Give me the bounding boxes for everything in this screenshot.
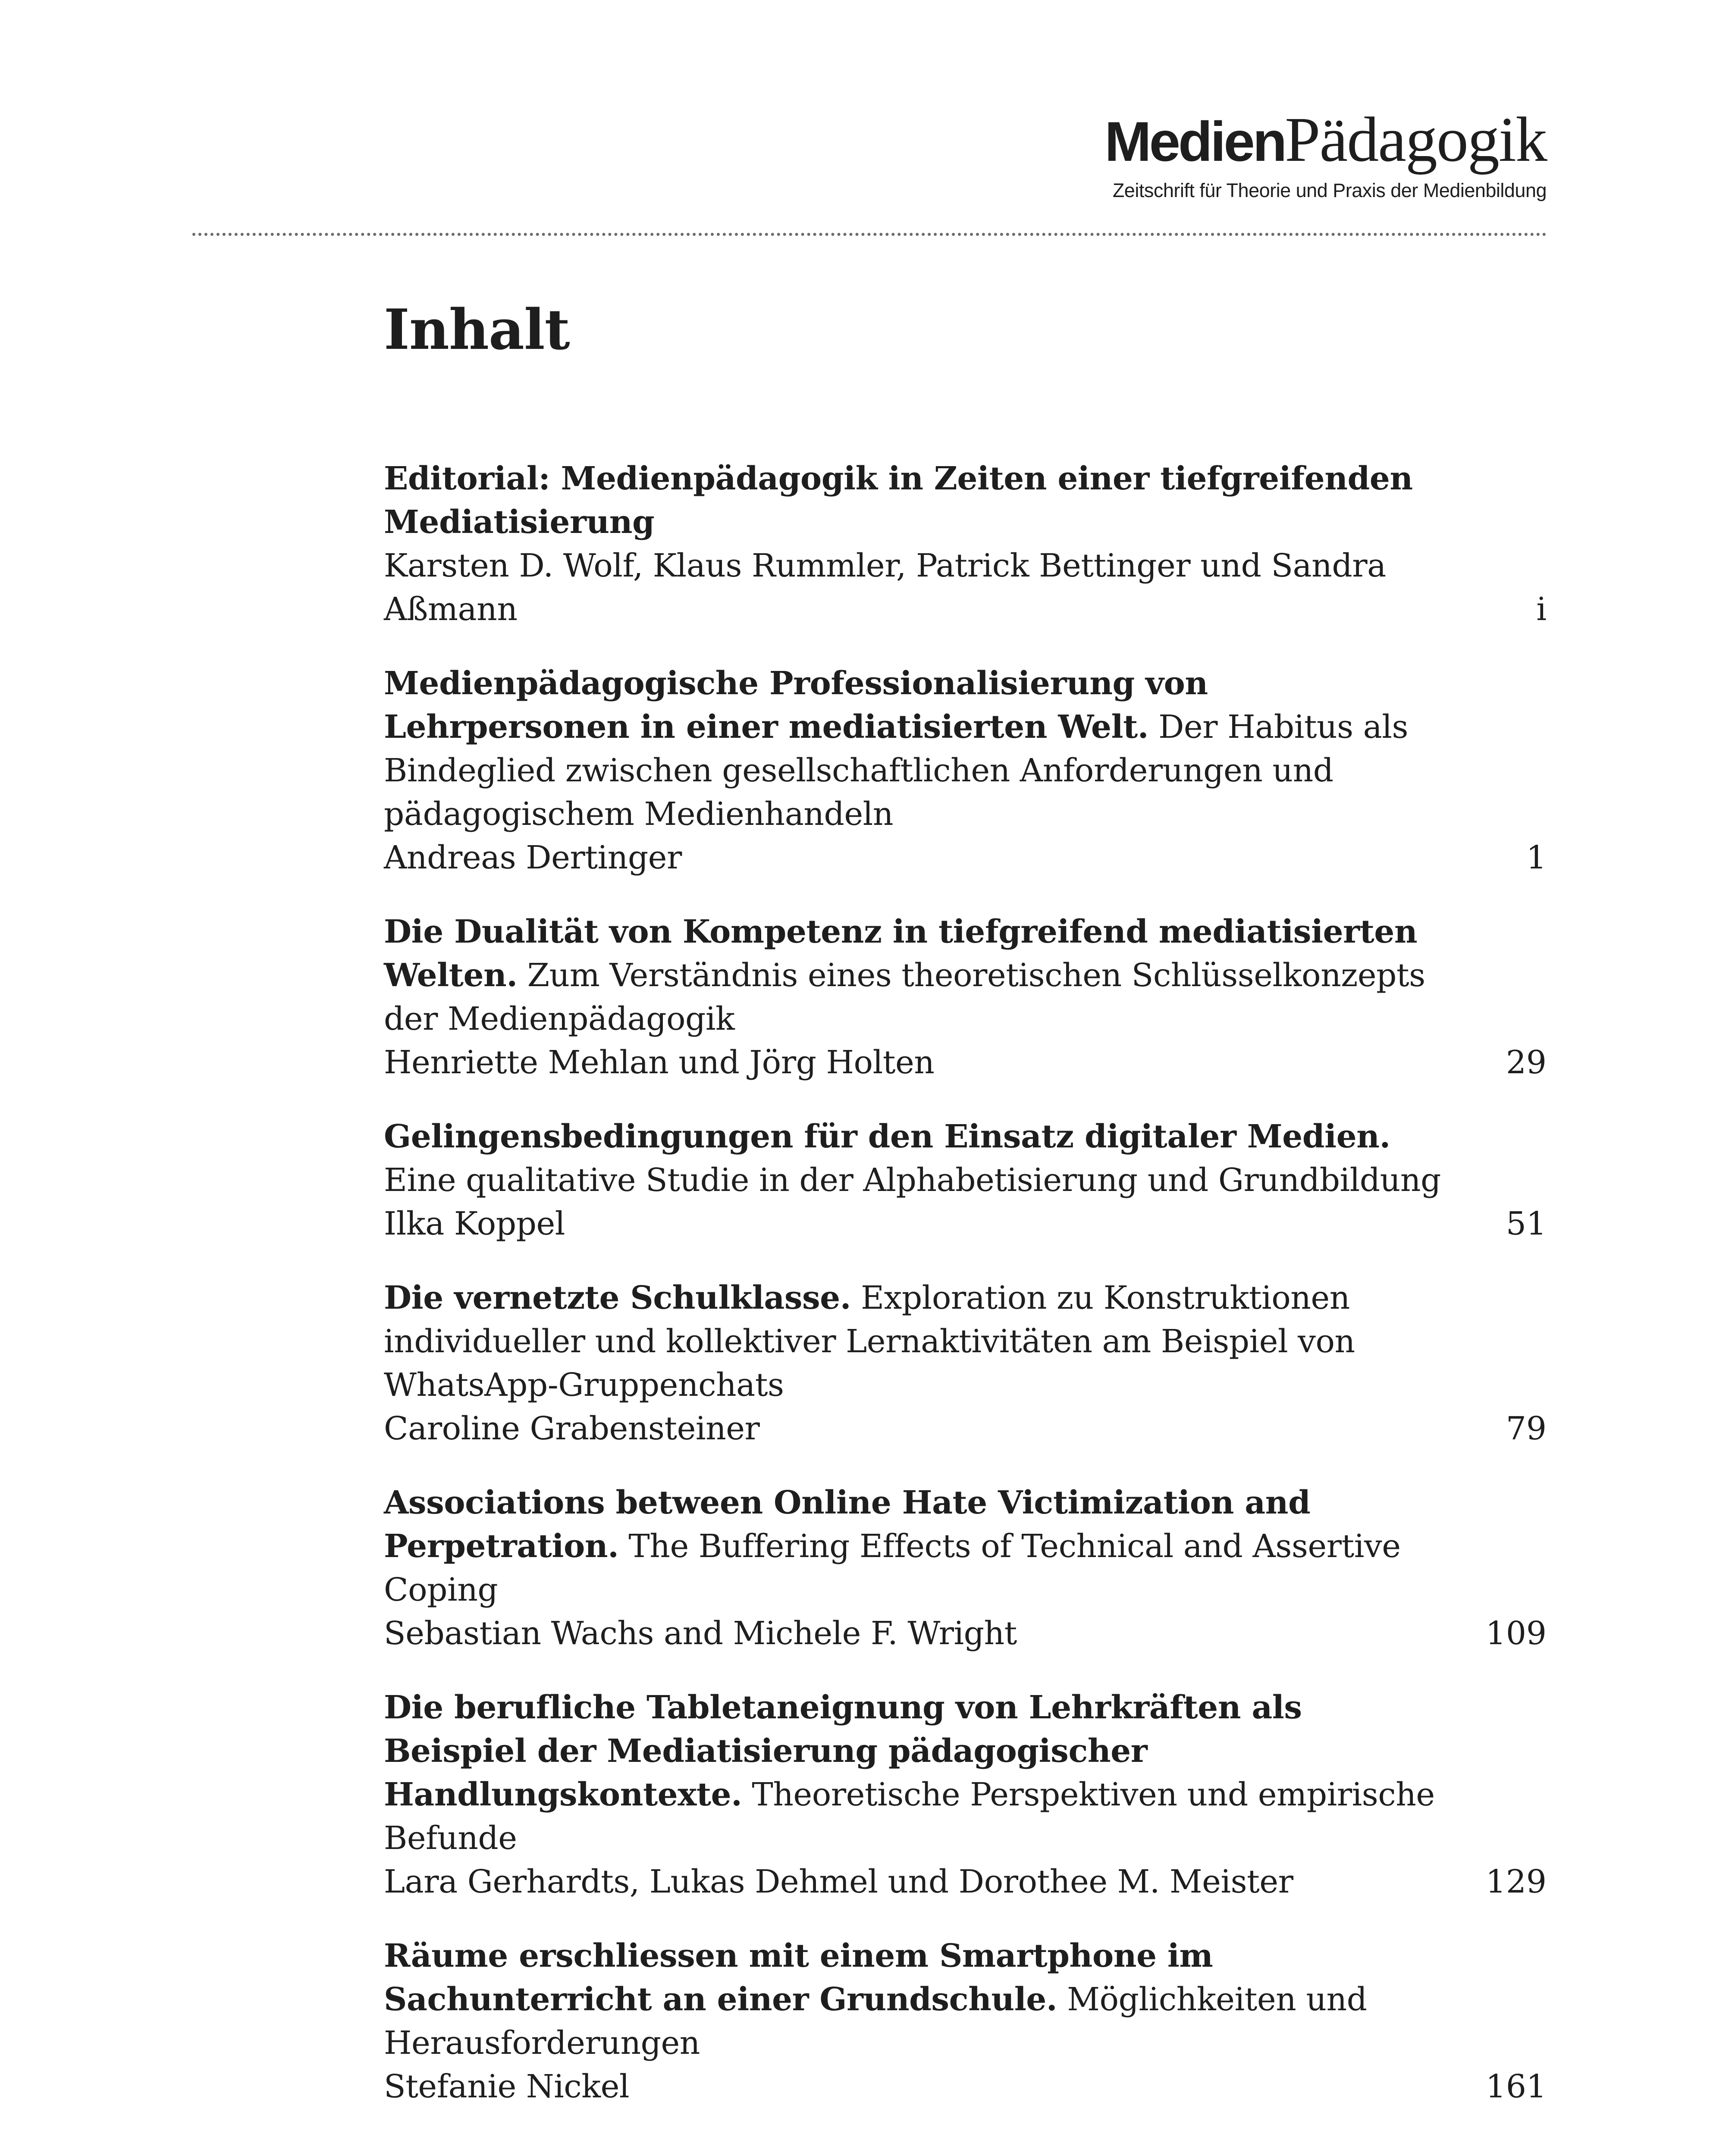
journal-masthead <box>1104 104 1547 202</box>
header-divider <box>192 233 1547 236</box>
toc-entry-subtitle: Zum Verständnis eines theoretischen Schlüsselkonzepts der Medienpädagogik <box>384 957 1425 1037</box>
toc-entry-main-title: Die vernetzte Schulklasse. <box>384 1279 851 1316</box>
toc-entry-main-title: Gelingensbedingungen für den Einsatz digitaler Medien. <box>384 1118 1390 1155</box>
toc-entry-title <box>384 662 1547 836</box>
toc-entry-main-title: Medienpädagogische Professionalisierung von Lehrpersonen in einer mediatisierten Welt. <box>384 665 1208 746</box>
toc-entry-page-number: 79 <box>1506 1410 1547 1447</box>
toc-entry-main-title: Editorial: Medienpädagogik in Zeiten einer tiefgreifenden Mediatisierung <box>384 460 1413 541</box>
toc-entry[interactable] <box>384 662 1547 880</box>
toc-entry-authors: Caroline Grabensteiner <box>384 1410 760 1447</box>
toc-entry-subtitle: The Buffering Effects of Technical and Assertive Coping <box>384 1528 1401 1608</box>
table-of-contents <box>384 457 1547 2139</box>
logo-part-medien: Medien <box>1104 110 1285 173</box>
toc-entry-subtitle: Eine qualitative Studie in der Alphabetisierung und Grundbildung <box>384 1162 1441 1199</box>
toc-entry-page-number: 161 <box>1485 2068 1547 2105</box>
toc-entry-title <box>384 1115 1547 1202</box>
toc-entry[interactable] <box>384 910 1547 1084</box>
toc-entry-page-number: 29 <box>1506 1044 1547 1081</box>
toc-entry-authors: Karsten D. Wolf, Klaus Rummler, Patrick Bettinger und Sandra Aßmann <box>384 547 1386 628</box>
toc-entry-main-title: Die Dualität von Kompetenz in tiefgreifend mediatisierten Welten. <box>384 913 1418 994</box>
toc-entry-title <box>384 457 1547 544</box>
toc-entry[interactable] <box>384 457 1547 631</box>
toc-entry-authors: Andreas Dertinger <box>384 839 682 876</box>
toc-entry-main-title: Die berufliche Tabletaneignung von Lehrkräften als Beispiel der Mediatisierung pädagogischer Handlungskontexte. <box>384 1689 1302 1813</box>
toc-entry-main-title: Associations between Online Hate Victimization and Perpetration. <box>384 1484 1311 1565</box>
toc-entry-subtitle: Theoretische Perspektiven und empirische Befunde <box>384 1776 1435 1857</box>
toc-entry-authors: Henriette Mehlan und Jörg Holten <box>384 1044 935 1081</box>
toc-entry-subtitle: Exploration zu Konstruktionen individueller und kollektiver Lernaktivitäten am Beispiel von WhatsApp-Gruppenchats <box>384 1279 1355 1404</box>
toc-entry-title <box>384 910 1547 1041</box>
toc-entry[interactable] <box>384 1934 1547 2109</box>
toc-entry-authors: Ilka Koppel <box>384 1205 565 1242</box>
toc-entry-page-number: 51 <box>1506 1205 1547 1242</box>
toc-entry-title <box>384 1934 1547 2065</box>
toc-entry-page-number: i <box>1536 591 1547 628</box>
toc-entry-page-number: 129 <box>1485 1863 1547 1900</box>
toc-entry-title <box>384 1276 1547 1407</box>
toc-entry-authors: Sebastian Wachs and Michele F. Wright <box>384 1615 1017 1652</box>
toc-entry[interactable] <box>384 1115 1547 1246</box>
toc-entry-page-number: 1 <box>1526 839 1547 876</box>
page-title: Inhalt <box>384 298 570 362</box>
toc-entry[interactable] <box>384 1481 1547 1655</box>
toc-entry[interactable] <box>384 1276 1547 1451</box>
journal-logo <box>1104 104 1547 175</box>
toc-entry-authors: Stefanie Nickel <box>384 2068 630 2105</box>
toc-entry-subtitle: Möglichkeiten und Herausforderungen <box>384 1981 1367 2062</box>
toc-entry-title <box>384 1481 1547 1612</box>
toc-entry-title <box>384 1686 1547 1860</box>
toc-entry-authors: Lara Gerhardts, Lukas Dehmel und Dorothee M. Meister <box>384 1863 1293 1900</box>
toc-entry[interactable] <box>384 1686 1547 1904</box>
toc-entry-subtitle: Der Habitus als Bindeglied zwischen gesellschaftlichen Anforderungen und pädagogischem Medienhandeln <box>384 708 1408 833</box>
toc-entry-main-title: Räume erschliessen mit einem Smartphone im Sachunterricht an einer Grundschule. <box>384 1937 1213 2018</box>
toc-entry-page-number: 109 <box>1485 1615 1547 1652</box>
journal-tagline: Zeitschrift für Theorie und Praxis der Medienbildung <box>1112 179 1547 201</box>
logo-part-paedagogik: Pädagogik <box>1285 104 1547 175</box>
